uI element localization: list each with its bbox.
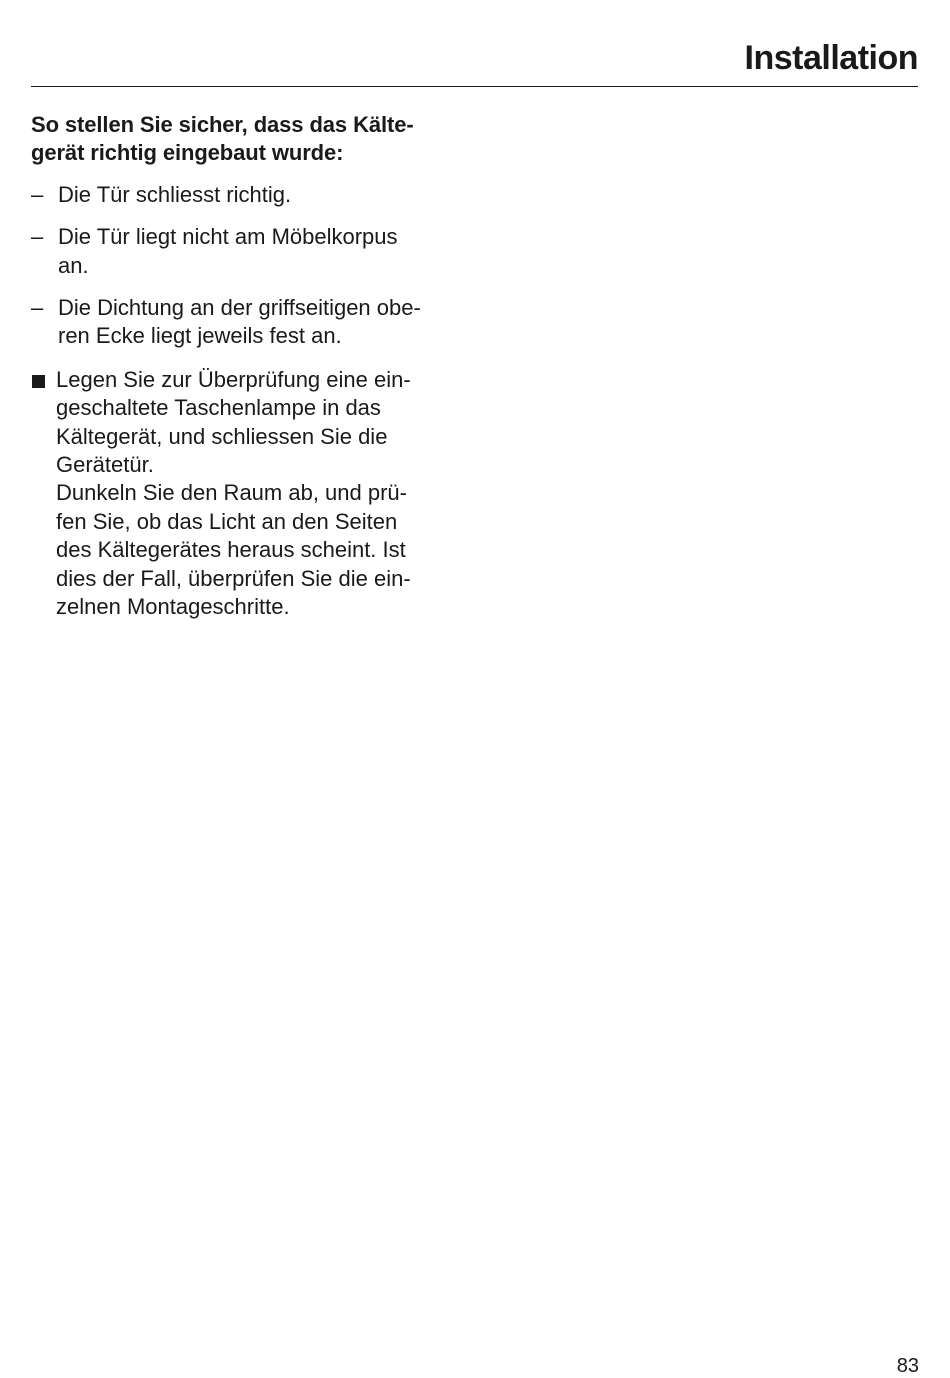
check-item <box>31 223 471 280</box>
square-bullet-icon <box>32 375 45 388</box>
main-content <box>31 111 471 622</box>
check-item <box>31 181 471 209</box>
page-number: 83 <box>896 1355 919 1377</box>
step-text-line: zelnen Montageschritte. <box>56 594 290 620</box>
check-item-text: Die Tür liegt nicht am Möbelkorpus <box>58 224 398 250</box>
check-item-text: an. <box>58 252 89 278</box>
page-header <box>31 38 918 87</box>
section-heading-line: So stellen Sie sicher, dass das Kälte- <box>31 112 414 137</box>
check-item-text: ren Ecke liegt jeweils fest an. <box>58 323 342 349</box>
check-item-text: Die Tür schliesst richtig. <box>58 181 292 207</box>
section-heading <box>31 111 471 168</box>
step-text-line: Dunkeln Sie den Raum ab, und prü- <box>56 480 407 506</box>
section-heading-line: gerät richtig eingebaut wurde: <box>31 140 344 166</box>
dash-bullet: – <box>31 224 44 250</box>
dash-bullet: – <box>31 181 44 207</box>
step-text-line: geschaltete Taschenlampe in das <box>56 395 381 421</box>
step-text-line: des Kältegerätes heraus scheint. Ist <box>56 537 406 563</box>
step-text-line: fen Sie, ob das Licht an den Seiten <box>56 508 398 534</box>
page-title: Installation <box>744 39 918 77</box>
instruction-step <box>31 366 471 622</box>
step-text-line: dies der Fall, überprüfen Sie die ein- <box>56 565 411 591</box>
step-text-line: Legen Sie zur Überprüfung eine ein- <box>56 366 411 392</box>
check-item-text: Die Dichtung an der griffseitigen obe- <box>58 295 421 321</box>
step-text-line: Kältegerät, und schliessen Sie die <box>56 423 388 449</box>
dash-bullet: – <box>31 295 44 321</box>
check-item <box>31 294 471 351</box>
step-text-line: Gerätetür. <box>56 452 154 478</box>
